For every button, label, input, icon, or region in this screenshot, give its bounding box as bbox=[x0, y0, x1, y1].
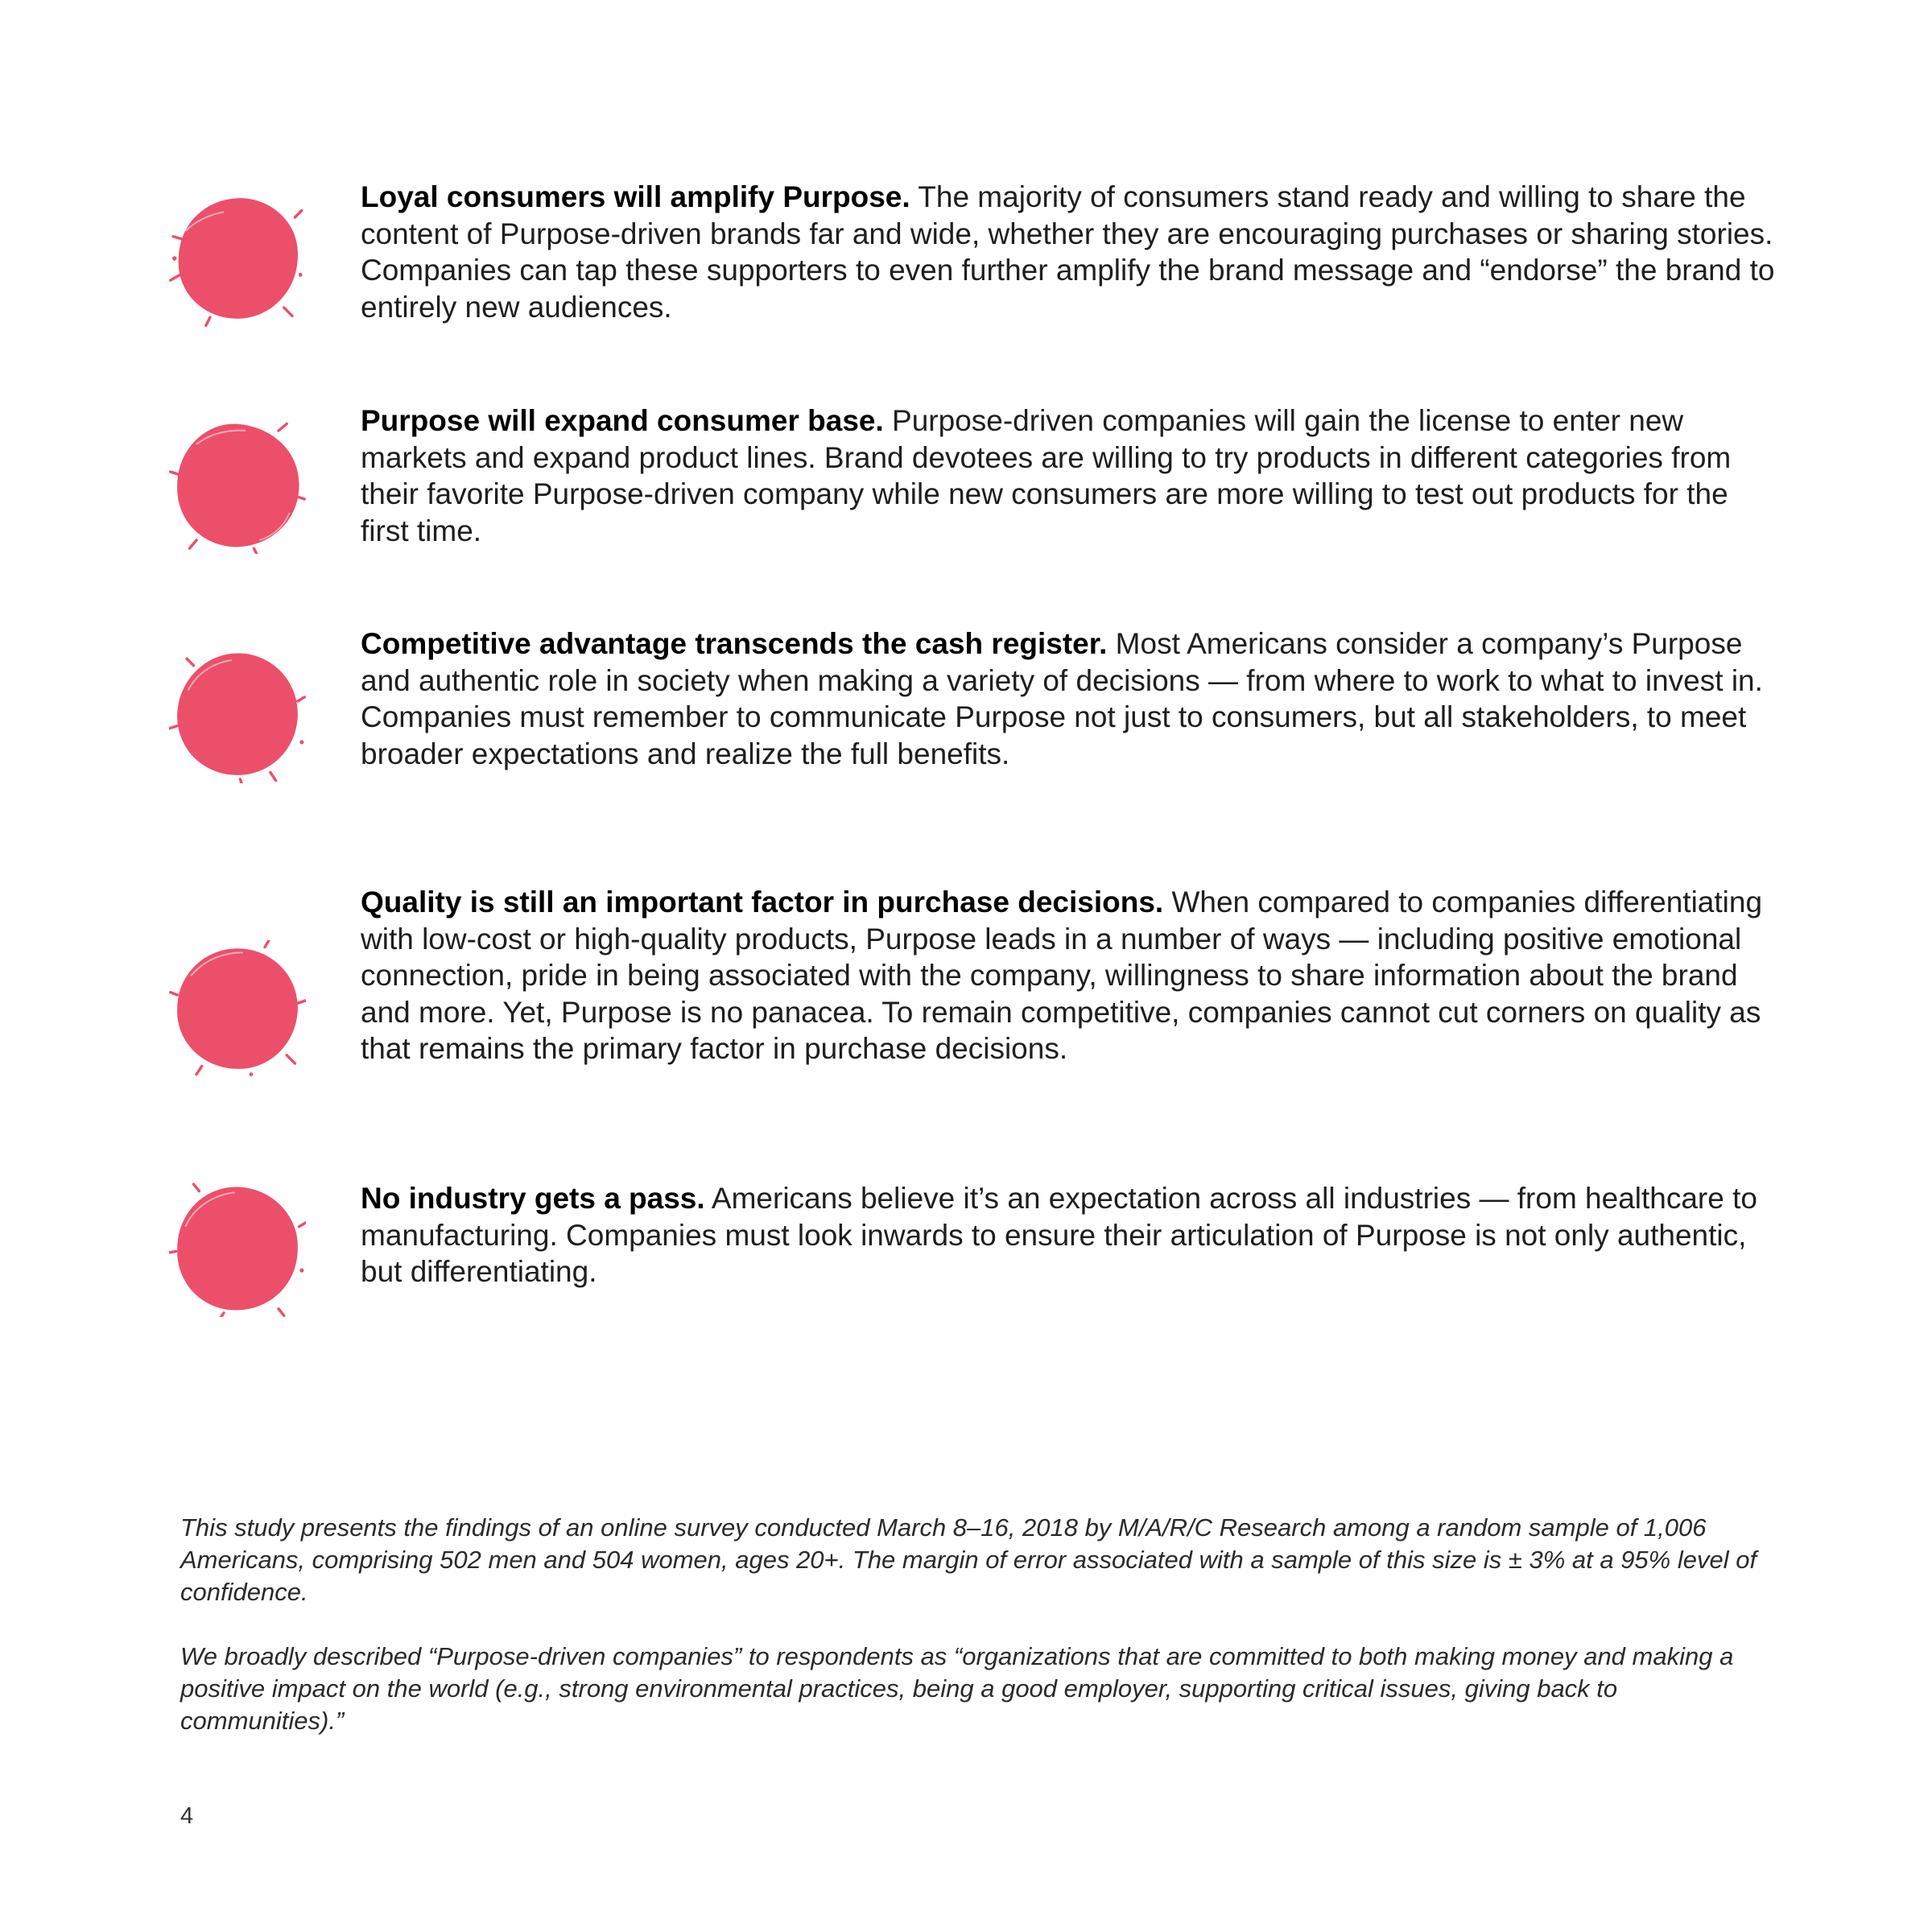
paint-dot-icon bbox=[169, 417, 306, 554]
footnote-methodology: This study presents the findings of an online survey conducted March 8–16, 2018 by M/A/R/C Research among a random sample of 1,006 Americans, comprising 502 men and 504 women, ages 20+. The margin of error associated with a sample of this size is ± 3% at a 95% level of confidence. bbox=[180, 1513, 1757, 1606]
item-body: Americans believe it’s an expectation across all industries — from healthcare to manufacturing. Companies must look inwards to ensure their articulation of Purpose is not only authentic, but differentiating. bbox=[361, 1182, 1757, 1288]
item-paragraph bbox=[361, 402, 1777, 549]
item-lead: Competitive advantage transcends the cash register. bbox=[361, 627, 1108, 660]
item-paragraph bbox=[361, 1180, 1777, 1290]
item-lead: Purpose will expand consumer base. bbox=[361, 404, 884, 437]
item-body: Purpose-driven companies will gain the license to enter new markets and expand product lines. Brand devotees are willing to try products in different categories from their favorite Purpose-driven company while new consumers are more willing to test out products for the first time. bbox=[361, 404, 1732, 547]
paint-dot-icon bbox=[169, 1180, 306, 1317]
item-paragraph bbox=[361, 179, 1777, 325]
item-paragraph bbox=[361, 884, 1777, 1067]
item-lead: No industry gets a pass. bbox=[361, 1182, 705, 1215]
paint-dot-icon bbox=[169, 646, 306, 783]
item-body: When compared to companies differentiating with low-cost or high-quality products, Purpose leads in a number of ways — including positive emotional connection, pride in being associated with the company, willingness to share information about the brand and more. Yet, Purpose is no panacea. To remain competitive, companies cannot cut corners on quality as that remains the primary factor in purchase decisions. bbox=[361, 886, 1763, 1065]
item-lead: Quality is still an important factor in purchase decisions. bbox=[361, 886, 1164, 919]
item-body: The majority of consumers stand ready and willing to share the content of Purpose-driven brands far and wide, whether they are encouraging purchases or sharing stories. Companies can tap these supporters to even further amplify the brand message and “endorse” the brand to entirely new audiences. bbox=[361, 180, 1775, 324]
paint-dot-icon bbox=[169, 940, 306, 1077]
page-number: 4 bbox=[180, 1803, 194, 1829]
item-body: Most Americans consider a company’s Purpose and authentic role in society when making a variety of decisions — from where to work to what to invest in. Companies must remember to communicate Purpose not just to consumers, but all stakeholders, to meet broader expectations and realize the full benefits. bbox=[361, 627, 1763, 770]
footnote-definition: We broadly described “Purpose-driven companies” to respondents as “organizations that are committed to both making money and making a positive impact on the world (e.g., strong environmental practices, being a good employer, supporting critical issues, giving back to communities).” bbox=[180, 1642, 1734, 1735]
item-lead: Loyal consumers will amplify Purpose. bbox=[361, 180, 910, 213]
paint-dot-icon bbox=[169, 190, 306, 327]
item-paragraph bbox=[361, 625, 1777, 772]
